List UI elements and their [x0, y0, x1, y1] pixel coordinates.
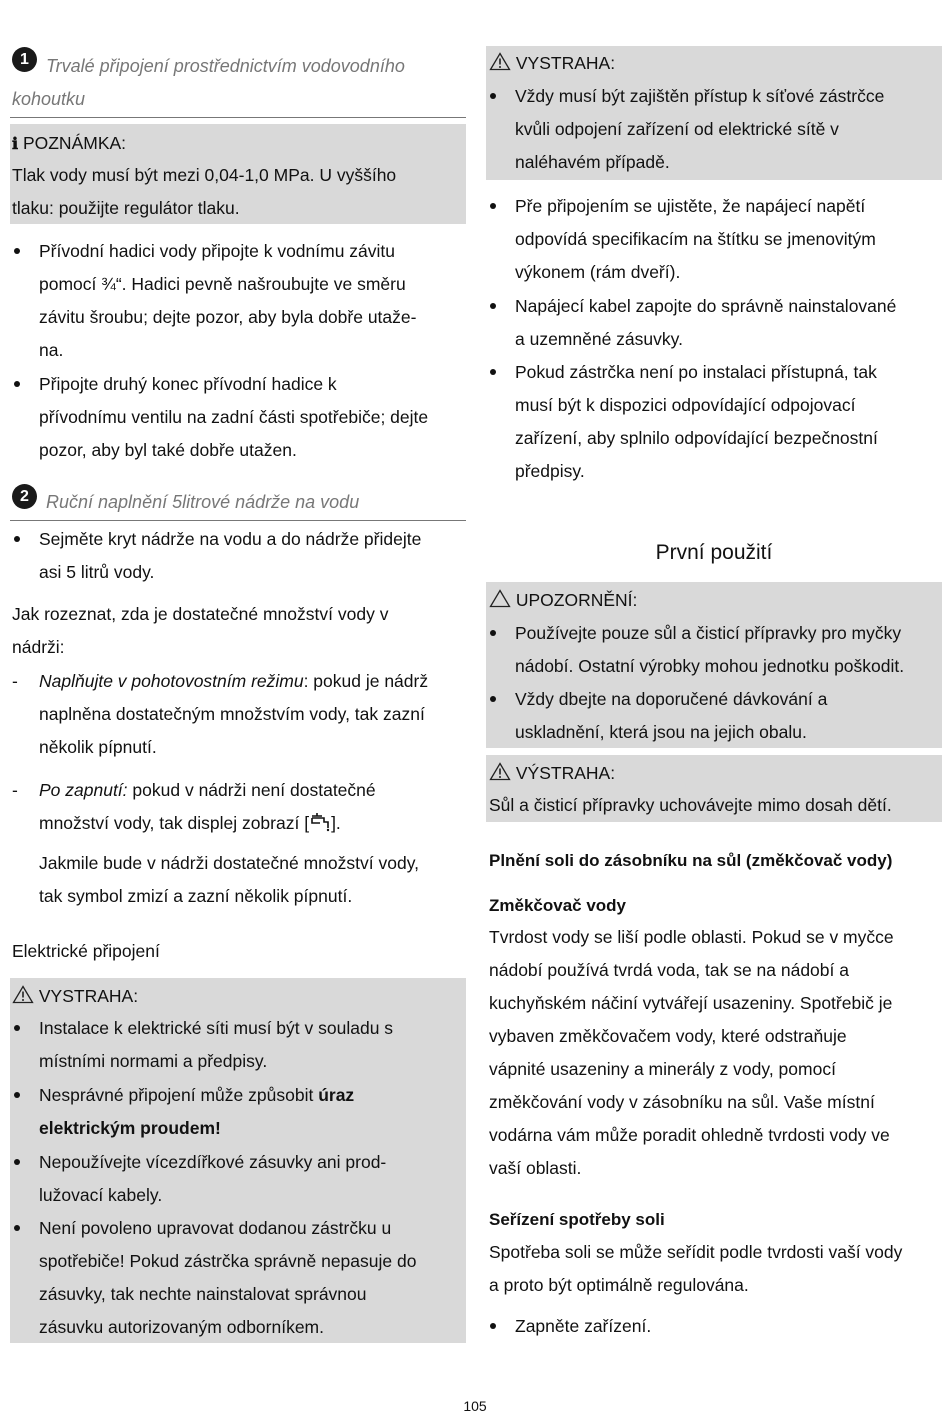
warning-label: VYSTRAHA:: [515, 53, 616, 73]
list-item-text: Napájecí kabel zapojte do správně nainstalované: [515, 296, 897, 316]
note-header: [12, 127, 126, 161]
dash-marker: -: [12, 780, 18, 800]
paragraph-text: vápnité usazeniny a minerály z vody, pomocí: [489, 1059, 836, 1079]
section-title: První použití: [655, 541, 773, 564]
bullet-icon: [14, 1092, 20, 1098]
softener-heading: Změkčovač vody: [489, 896, 627, 915]
paragraph-text: vaší oblasti.: [489, 1158, 582, 1178]
dash-item-text: ].: [331, 813, 341, 833]
list-item-text: Sejměte kryt nádrže na vodu a do nádrže přidejte: [39, 529, 422, 549]
bullet-icon: [490, 696, 496, 702]
section-1-title: Trvalé připojení prostřednictvím vodovodního: [46, 56, 405, 76]
bullet-icon: [14, 248, 20, 254]
list-item-text: pozor, aby byl také dobře utažen.: [39, 440, 297, 460]
list-item-text: spotřebiče! Pokud zástrčka správně nepasuje do: [39, 1251, 417, 1271]
info-icon: ℹ: [12, 136, 19, 153]
list-item-text: Připojte druhý konec přívodní hadice k: [39, 374, 337, 394]
electrical-heading: Elektrické připojení: [12, 941, 160, 961]
paragraph-text: tak symbol zmizí a zazní několik pípnutí.: [39, 886, 353, 906]
list-item-text: Používejte pouze sůl a čisticí přípravky pro myčky: [515, 623, 902, 643]
bullet-icon: [490, 369, 496, 375]
list-item-text: zařízení, aby splnilo odpovídající bezpečnostní: [515, 428, 878, 448]
warning-triangle-icon: [489, 586, 511, 605]
list-item-text: předpisy.: [515, 461, 585, 481]
list-item-text: závitu šroubu; dejte pozor, aby byla dobře utaže-: [39, 307, 417, 327]
dash-marker: -: [12, 671, 18, 691]
list-item-text: Vždy dbejte na doporučené dávkování a: [515, 689, 828, 709]
paragraph-text: a proto být optimálně regulována.: [489, 1275, 749, 1295]
bullet-icon: [490, 1323, 496, 1329]
dash-item-italic: Po zapnutí:: [39, 780, 128, 800]
dash-item: [39, 665, 428, 698]
warning-label: VÝSTRAHA:: [515, 763, 616, 783]
warning-header: [12, 980, 138, 1013]
paragraph-text: Jakmile bude v nádrži dostatečné množství vody,: [39, 853, 420, 873]
list-item-text: Nesprávné připojení může způsobit: [39, 1085, 319, 1105]
list-item-text: asi 5 litrů vody.: [39, 562, 155, 582]
paragraph-text: změkčování vody v zásobníku na sůl. Vaše místní: [489, 1092, 875, 1112]
note-text: tlaku: použijte regulátor tlaku.: [12, 198, 240, 218]
paragraph-text: vodárna vám může poradit ohledně tvrdosti vody ve: [489, 1125, 890, 1145]
list-item-text: Vždy musí být zajištěn přístup k síťové zástrčce: [515, 86, 885, 106]
bullet-icon: [14, 381, 20, 387]
bullet-icon: [14, 1225, 20, 1231]
section-number-badge: 1: [12, 47, 37, 72]
list-item-text: naléhavém případě.: [515, 152, 670, 172]
list-item-text: kvůli odpojení zařízení od elektrické sítě v: [515, 119, 839, 139]
list-item-text: Není povoleno upravovat dodanou zástrčku u: [39, 1218, 392, 1238]
warning-header: [489, 757, 615, 790]
list-item-bold: úraz: [318, 1085, 355, 1105]
bullet-icon: [490, 630, 496, 636]
salt-heading: Plnění soli do zásobníku na sůl (změkčovač vody): [489, 851, 893, 870]
paragraph-text: nádrži:: [12, 637, 65, 657]
warning-triangle-icon: [489, 49, 511, 68]
warning-triangle-icon: [489, 759, 511, 778]
list-item-text: musí být k dispozici odpovídající odpojovací: [515, 395, 856, 415]
list-item-text: pomocí ¾“. Hadici pevně našroubujte ve směru: [39, 274, 406, 294]
bullet-icon: [14, 1025, 20, 1031]
list-item: [39, 1079, 354, 1112]
page-number: 105: [463, 1398, 487, 1414]
note-label: POZNÁMKA:: [22, 133, 127, 153]
bullet-icon: [490, 93, 496, 99]
divider: [10, 117, 466, 118]
list-item-text: Pře připojením se ujistěte, že napájecí napětí: [515, 196, 866, 216]
list-item-text: odpovídá specifikacím na štítku se jmenovitým: [515, 229, 876, 249]
list-item-text: uskladnění, která jsou na jejich obalu.: [515, 722, 807, 742]
paragraph-text: nádobí používá tvrdá voda, tak se na nádobí a: [489, 960, 849, 980]
dash-item-text: množství vody, tak displej zobrazí [: [39, 813, 310, 833]
paragraph-text: kuchyňském náčiní vytvářejí usazeniny. Spotřebič je: [489, 993, 893, 1013]
list-item-text: Přívodní hadici vody připojte k vodnímu závitu: [39, 241, 396, 261]
warning-triangle-icon: [12, 982, 34, 1001]
bullet-icon: [490, 303, 496, 309]
warning-label: VYSTRAHA:: [38, 986, 139, 1006]
bullet-icon: [14, 1159, 20, 1165]
list-item-bold: elektrickým proudem!: [39, 1118, 221, 1138]
paragraph-text: Tvrdost vody se liší podle oblasti. Pokud se v myčce: [489, 927, 894, 947]
list-item-text: výkonem (rám dveří).: [515, 262, 681, 282]
section-number-badge: 2: [12, 484, 37, 509]
list-item-text: a uzemněné zásuvky.: [515, 329, 683, 349]
paragraph-text: Spotřeba soli se může seřídit podle tvrdosti vaší vody: [489, 1242, 903, 1262]
list-item-text: místními normami a předpisy.: [39, 1051, 268, 1071]
dash-item-italic: Naplňujte v pohotovostním režimu: [39, 671, 304, 691]
list-item-text: Zapněte zařízení.: [515, 1316, 652, 1336]
list-item-text: nádobí. Ostatní výrobky mohou jednotku poškodit.: [515, 656, 905, 676]
dash-item-text: pokud v nádrži není dostatečné: [127, 780, 376, 800]
list-item-text: Instalace k elektrické síti musí být v souladu s: [39, 1018, 394, 1038]
dash-item-text: naplněna dostatečným množstvím vody, tak zazní: [39, 704, 425, 724]
paragraph-text: Jak rozeznat, zda je dostatečné množství vody v: [12, 604, 389, 624]
section-1-title-cont: kohoutku: [12, 89, 86, 109]
note-text: Tlak vody musí být mezi 0,04-1,0 MPa. U vyššího: [12, 165, 397, 185]
bullet-icon: [14, 536, 20, 542]
list-item-text: Nepoužívejte vícezdířkové zásuvky ani prod-: [39, 1152, 387, 1172]
list-item-text: na.: [39, 340, 64, 360]
dash-item: [39, 774, 376, 807]
divider: [10, 520, 466, 521]
caution-header: [489, 584, 637, 617]
list-item-text: zásuvky, tak nechte nainstalovat správnou: [39, 1284, 367, 1304]
water-tap-icon: [309, 810, 331, 830]
consumption-heading: Seřízení spotřeby soli: [489, 1210, 665, 1229]
bullet-icon: [490, 203, 496, 209]
warning-header: [489, 47, 615, 80]
paragraph-text: vybaven změkčovačem vody, které odstraňuje: [489, 1026, 847, 1046]
warning-text: Sůl a čisticí přípravky uchovávejte mimo dosah dětí.: [489, 795, 892, 815]
list-item-text: lužovací kabely.: [39, 1185, 163, 1205]
caution-label: UPOZORNĚNÍ:: [515, 590, 638, 610]
list-item-text: Pokud zástrčka není po instalaci přístupná, tak: [515, 362, 877, 382]
dash-item: [39, 807, 341, 840]
dash-item-text: několik pípnutí.: [39, 737, 157, 757]
section-2-title: Ruční naplnění 5litrové nádrže na vodu: [46, 492, 360, 512]
dash-item-text: : pokud je nádrž: [303, 671, 429, 691]
list-item-text: zásuvku autorizovaným odborníkem.: [39, 1317, 324, 1337]
list-item-text: přívodnímu ventilu na zadní části spotřebiče; dejte: [39, 407, 429, 427]
